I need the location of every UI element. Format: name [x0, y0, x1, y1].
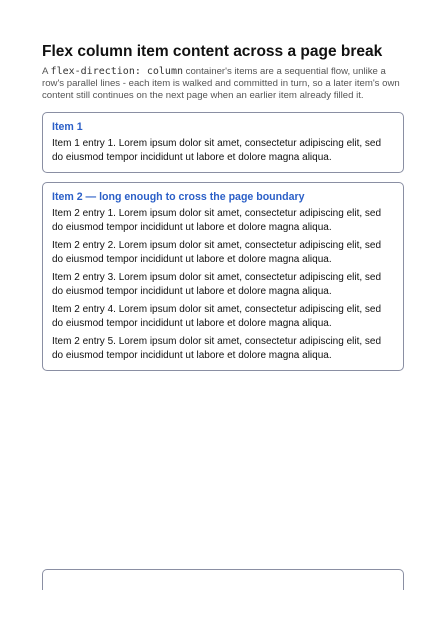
item-entry: Item 2 entry 3. Lorem ipsum dolor sit amet, consectetur adipiscing elit, sed do eiusmod tempor incididunt ut labore et dolore magna aliqua.: [52, 272, 382, 297]
flex-column-container: [42, 112, 404, 380]
item-entry: Item 2 entry 5. Lorem ipsum dolor sit amet, consectetur adipiscing elit, sed do eiusmod tempor incididunt ut labore et dolore magna aliqua.: [52, 336, 382, 361]
intro-code: flex-direction: column: [50, 66, 183, 77]
item-title: Item 2 — long enough to cross the page boundary: [52, 191, 305, 203]
intro-suffix: container's items are a sequential flow, unlike a row's parallel lines - each item is walked and committed in turn, so a later item's own content still continues on the next page when an earlier item already filled it.: [42, 66, 400, 101]
flex-item-2: [42, 182, 404, 371]
item-entry: Item 2 entry 2. Lorem ipsum dolor sit amet, consectetur adipiscing elit, sed do eiusmod tempor incididunt ut labore et dolore magna aliqua.: [52, 240, 382, 265]
item-entry: Item 2 entry 4. Lorem ipsum dolor sit amet, consectetur adipiscing elit, sed do eiusmod tempor incididunt ut labore et dolore magna aliqua.: [52, 304, 382, 329]
intro-paragraph: [42, 66, 404, 102]
flex-item-1: [42, 112, 404, 173]
item-entry: Item 2 entry 1. Lorem ipsum dolor sit amet, consectetur adipiscing elit, sed do eiusmod tempor incididunt ut labore et dolore magna aliqua.: [52, 208, 382, 233]
item-title: Item 1: [52, 121, 83, 133]
item-entry: Item 1 entry 1. Lorem ipsum dolor sit amet, consectetur adipiscing elit, sed do eiusmod tempor incididunt ut labore et dolore magna aliqua.: [52, 138, 382, 163]
page-title: Flex column item content across a page break: [42, 43, 383, 60]
document-page: [42, 43, 404, 380]
page-break-margin: [0, 590, 447, 630]
intro-prefix: A: [42, 66, 51, 77]
